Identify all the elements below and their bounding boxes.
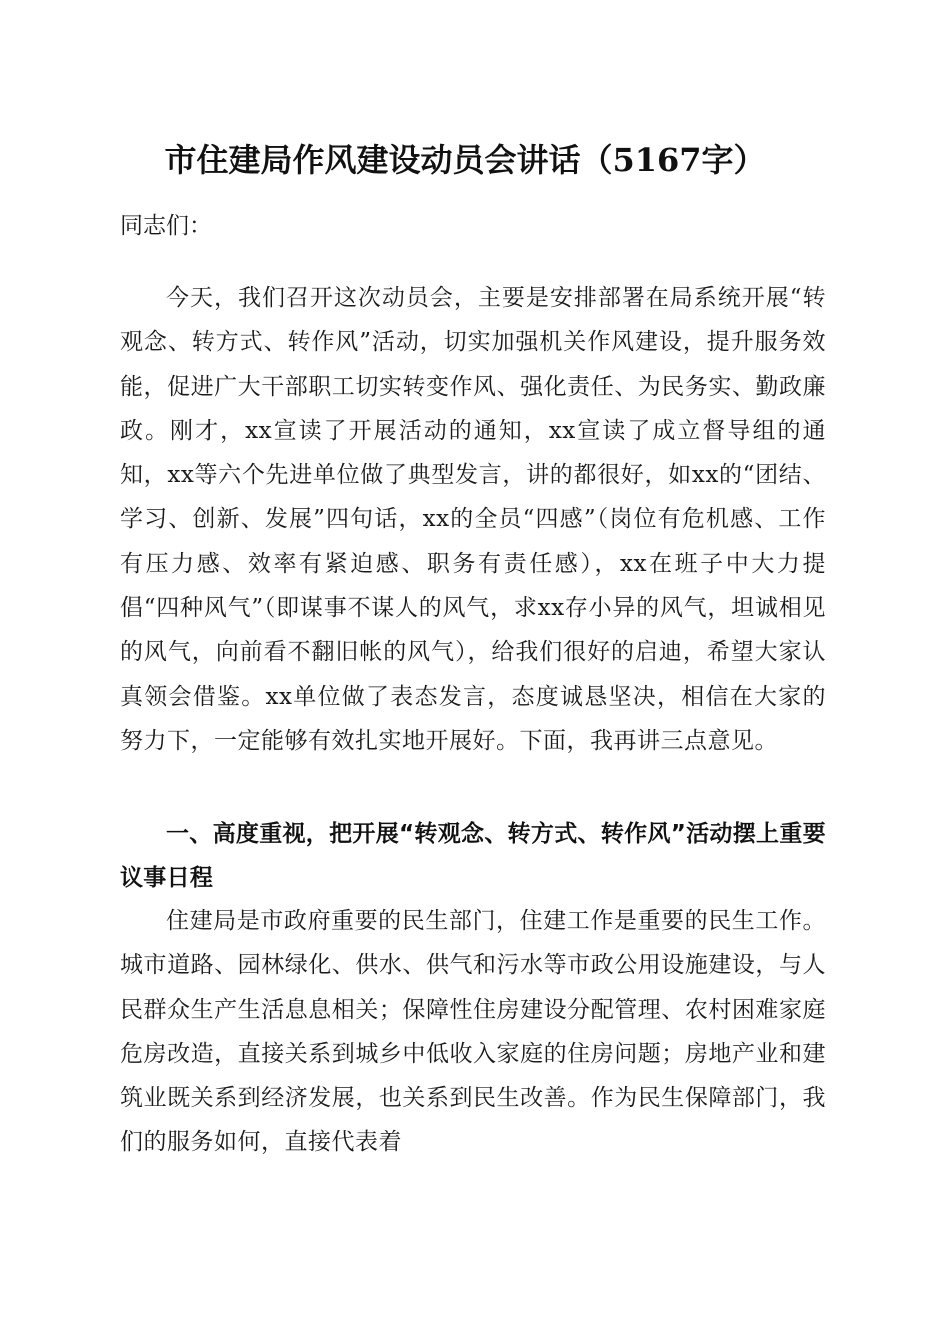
paragraph-1: 今天，我们召开这次动员会，主要是安排部署在局系统开展“转观念、转方式、转作风”活动，切实加强机关作风建设，提升服务效能，促进广大干部职工切实转变作风、强化责任、为民务实、勤政廉政。刚才，xx宣读了开展活动的通知，xx宣读了成立督导组的通知，xx等六个先进单位做了典型发言，讲的都很好，如xx的“团结、学习、创新、发展”四句话，xx的全员“四感”（岗位有危机感、工作有压力感、效率有紧迫感、职务有责任感），xx在班子中大力提倡“四种风气”（即谋事不谋人的风气，求xx存小异的风气，坦诚相见的风气，向前看不翻旧帐的风气），给我们很好的启迪，希望大家认真领会借鉴。xx单位做了表态发言，态度诚恳坚决，相信在大家的努力下，一定能够有效扎实地开展好。下面，我再讲三点意见。	[120, 285, 826, 754]
paragraph-2: 住建局是市政府重要的民生部门，住建工作是重要的民生工作。城市道路、园林绿化、供水、供气和污水等市政公用设施建设，与人民群众生产生活息息相关；保障性住房建设分配管理、农村困难家庭危房改造，直接关系到城乡中低收入家庭的住房问题；房地产业和建筑业既关系到经济发展，也关系到民生改善。作为民生保障部门，我们的服务如何，直接代表着	[120, 908, 826, 1156]
document-title: 市住建局作风建设动员会讲话（5167字）	[164, 141, 766, 179]
salutation: 同志们：	[120, 213, 212, 239]
section-heading-1: 一、高度重视，把开展“转观念、转方式、转作风”活动摆上重要议事日程	[120, 821, 826, 891]
